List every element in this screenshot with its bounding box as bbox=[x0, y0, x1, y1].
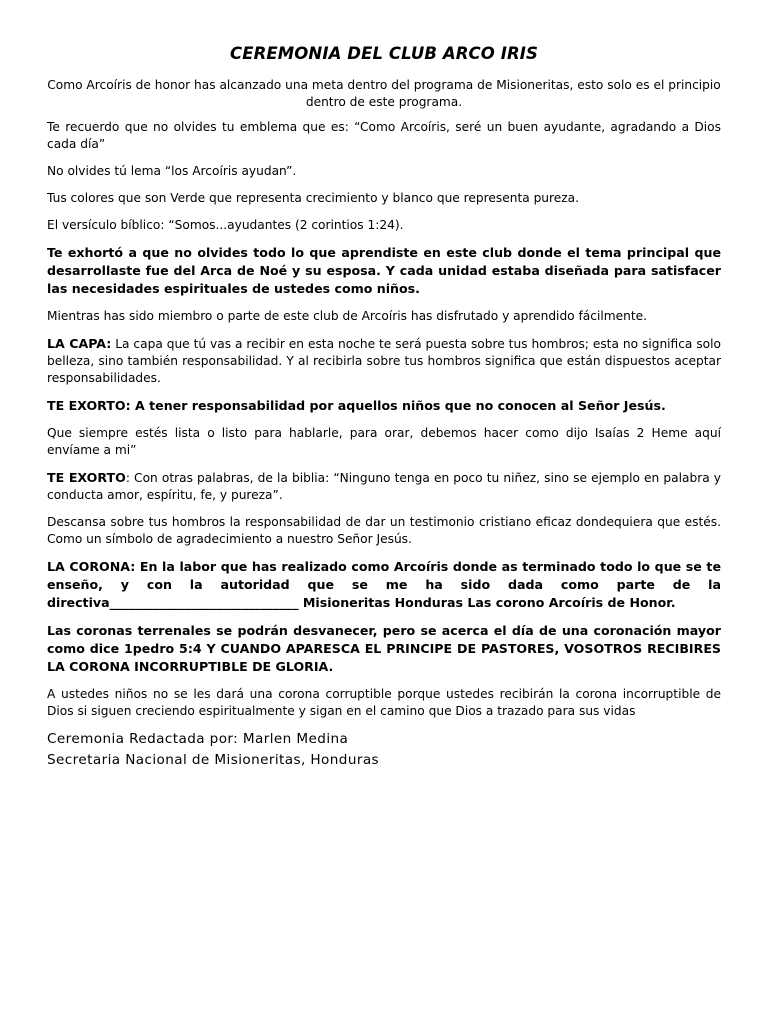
exhort-bible-paragraph bbox=[47, 469, 721, 504]
verse-paragraph: El versículo bíblico: “Somos...ayudantes (2 corintios 1:24). bbox=[47, 218, 404, 232]
member-paragraph: Mientras has sido miembro o parte de este club de Arcoíris has disfrutado y aprendido fácilmente. bbox=[47, 309, 647, 323]
exhort-text: : Con otras palabras, de la biblia: “Ninguno tenga en poco tu niñez, sino se ejemplo en palabra y conducta amor, espíritu, fe, y pureza”. bbox=[47, 471, 721, 502]
document-page bbox=[47, 44, 721, 770]
exhort-paragraph: Te exhortó a que no olvides todo lo que aprendiste en este club donde el tema principal que desarrollaste fue del Arca de Noé y su esposa. Y cada unidad estaba diseñada para satisfacer las necesidades espirituales de ustedes como niños. bbox=[47, 245, 721, 296]
cape-text: La capa que tú vas a recibir en esta noche te será puesta sobre tus hombros; esta no significa solo belleza, sino también responsabilidad. Y al recibirla sobre tus hombros significa que están dispuestos aceptar responsabilidades. bbox=[47, 337, 721, 385]
earthly-crowns-paragraph: Las coronas terrenales se podrán desvanecer, pero se acerca el día de una coronación mayor como dice 1pedro 5:4 Y CUANDO APARESCA EL PRINCIPE DE PASTORES, VOSOTROS RECIBIRES LA CORONA INCORRUPTIBLE DE GLORIA. bbox=[47, 623, 721, 674]
cape-label: LA CAPA: bbox=[47, 336, 112, 351]
emblem-paragraph: Te recuerdo que no olvides tu emblema que es: “Como Arcoíris, seré un buen ayudante, agradando a Dios cada día” bbox=[47, 120, 721, 151]
crown-paragraph: LA CORONA: En la labor que has realizado como Arcoíris donde as terminado todo lo que se te enseño, y con la autoridad que se me ha sido dada como parte de la directiva______________________________ Misioneritas Honduras Las corono Arcoíris de Honor. bbox=[47, 559, 721, 610]
exhort-responsibility: TE EXORTO: A tener responsabilidad por aquellos niños que no conocen al Señor Jesús. bbox=[47, 398, 666, 413]
document-title: CEREMONIA DEL CLUB ARCO IRIS bbox=[230, 44, 538, 63]
exhort-label: TE EXORTO bbox=[47, 470, 126, 485]
intro-paragraph: Como Arcoíris de honor has alcanzado una meta dentro del programa de Misioneritas, esto solo es el principio dentro de este programa. bbox=[47, 78, 721, 109]
signature-title: Secretaria Nacional de Misioneritas, Honduras bbox=[47, 752, 380, 768]
incorruptible-crown-paragraph: A ustedes niños no se les dará una corona corruptible porque ustedes recibirán la corona incorruptible de Dios si siguen creciendo espiritualmente y sigan en el camino que Dios a trazado para sus vidas bbox=[47, 687, 721, 718]
testimony-paragraph: Descansa sobre tus hombros la responsabilidad de dar un testimonio cristiano eficaz dondequiera que estés. Como un símbolo de agradecimiento a nuestro Señor Jesús. bbox=[47, 515, 721, 546]
cape-paragraph bbox=[47, 335, 721, 387]
ready-paragraph: Que siempre estés lista o listo para hablarle, para orar, debemos hacer como dijo Isaías 2 Heme aquí envíame a mi” bbox=[47, 426, 721, 457]
signature-author: Ceremonia Redactada por: Marlen Medina bbox=[47, 731, 349, 747]
motto-paragraph: No olvides tú lema “los Arcoíris ayudan”. bbox=[47, 164, 297, 178]
colors-paragraph: Tus colores que son Verde que representa crecimiento y blanco que representa pureza. bbox=[47, 191, 580, 205]
